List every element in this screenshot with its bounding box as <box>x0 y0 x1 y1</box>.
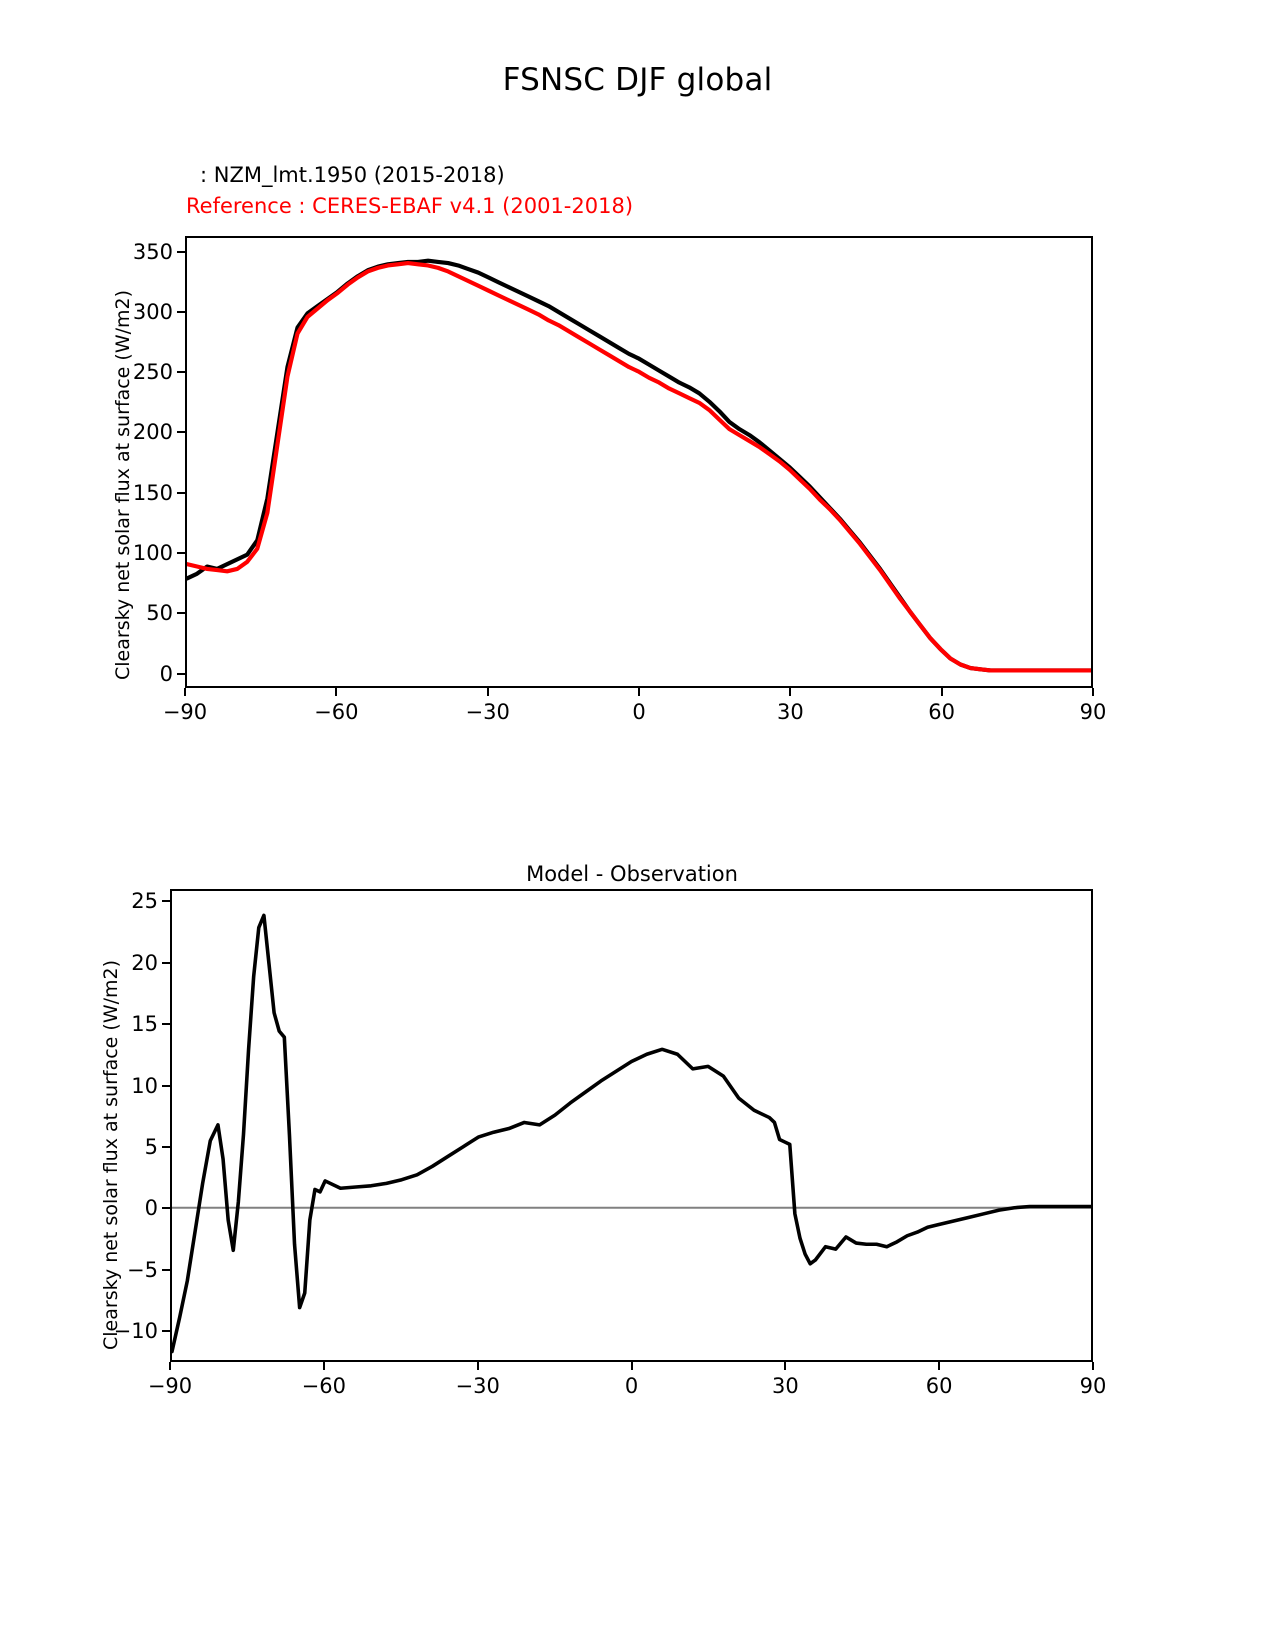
x-tick-label: −90 <box>162 700 208 724</box>
x-tick-mark <box>631 1362 633 1370</box>
y-tick-label: 25 <box>131 889 158 914</box>
y-tick-mark <box>162 900 170 902</box>
y-tick-mark <box>177 612 185 614</box>
y-axis-title-bottom: Clearsky net solar flux at surface (W/m2) <box>100 959 122 1350</box>
x-tick-label: −60 <box>314 700 359 724</box>
legend-item-model: : NZM_lmt.1950 (2015-2018) <box>200 163 505 187</box>
chart-plot-top <box>187 238 1091 686</box>
x-tick-label: −60 <box>301 1374 346 1398</box>
chart-panel-top <box>185 236 1093 688</box>
chart-panel-bottom <box>170 889 1093 1362</box>
x-tick-label: 60 <box>925 1374 953 1398</box>
x-tick-label: 60 <box>928 700 956 724</box>
x-tick-mark <box>487 688 489 696</box>
y-tick-label: 300 <box>132 299 173 324</box>
chart-plot-bottom <box>172 891 1091 1360</box>
figure-title: FSNSC DJF global <box>502 62 773 98</box>
y-tick-label: 10 <box>131 1073 158 1098</box>
legend-item-reference: Reference : CERES-EBAF v4.1 (2001-2018) <box>186 194 634 218</box>
legend <box>186 160 633 222</box>
y-tick-label: 100 <box>132 541 173 565</box>
y-tick-mark <box>162 1023 170 1025</box>
y-tick-label: 0 <box>144 1196 158 1221</box>
x-tick-mark <box>335 688 337 696</box>
x-tick-label: 0 <box>632 700 646 724</box>
x-tick-mark <box>184 688 186 696</box>
x-tick-mark <box>1092 1362 1094 1370</box>
x-tick-mark <box>638 688 640 696</box>
x-tick-label: 30 <box>771 1374 799 1398</box>
y-tick-mark <box>177 492 185 494</box>
y-tick-mark <box>177 673 185 675</box>
y-tick-mark <box>177 371 185 373</box>
y-tick-mark <box>162 1330 170 1332</box>
x-tick-mark <box>1092 688 1094 696</box>
x-tick-label: 30 <box>776 700 804 724</box>
y-tick-label: 350 <box>132 239 173 264</box>
y-tick-mark <box>162 1146 170 1148</box>
x-tick-label: 90 <box>1079 700 1107 724</box>
x-tick-mark <box>169 1362 171 1370</box>
x-tick-label: −90 <box>147 1374 193 1398</box>
y-axis-title-top: Clearsky net solar flux at surface (W/m2) <box>112 289 134 680</box>
y-tick-label: 50 <box>146 601 173 626</box>
x-tick-mark <box>477 1362 479 1370</box>
y-tick-label: 200 <box>132 420 173 445</box>
y-tick-label: 150 <box>132 480 173 505</box>
y-tick-mark <box>177 311 185 313</box>
x-tick-mark <box>323 1362 325 1370</box>
y-tick-mark <box>177 552 185 554</box>
y-tick-mark <box>177 431 185 433</box>
x-tick-mark <box>784 1362 786 1370</box>
y-tick-label: 15 <box>131 1012 158 1037</box>
x-tick-label: 90 <box>1079 1374 1107 1398</box>
x-tick-mark <box>789 688 791 696</box>
y-tick-label: 5 <box>144 1135 158 1159</box>
y-tick-mark <box>162 1085 170 1087</box>
y-tick-mark <box>162 1207 170 1209</box>
x-tick-mark <box>941 688 943 696</box>
x-tick-label: −30 <box>455 1374 500 1398</box>
x-tick-label: −30 <box>465 700 510 724</box>
x-tick-label: 0 <box>624 1374 639 1398</box>
y-tick-label: −5 <box>127 1257 158 1282</box>
y-tick-label: 250 <box>132 360 173 385</box>
y-tick-label: 20 <box>131 950 158 975</box>
x-tick-mark <box>938 1362 940 1370</box>
y-tick-label: −10 <box>113 1319 158 1344</box>
y-tick-label: 0 <box>159 661 173 686</box>
y-tick-mark <box>162 1269 170 1271</box>
y-tick-mark <box>162 962 170 964</box>
chart-title-bottom: Model - Observation <box>526 862 738 886</box>
y-tick-mark <box>177 251 185 253</box>
